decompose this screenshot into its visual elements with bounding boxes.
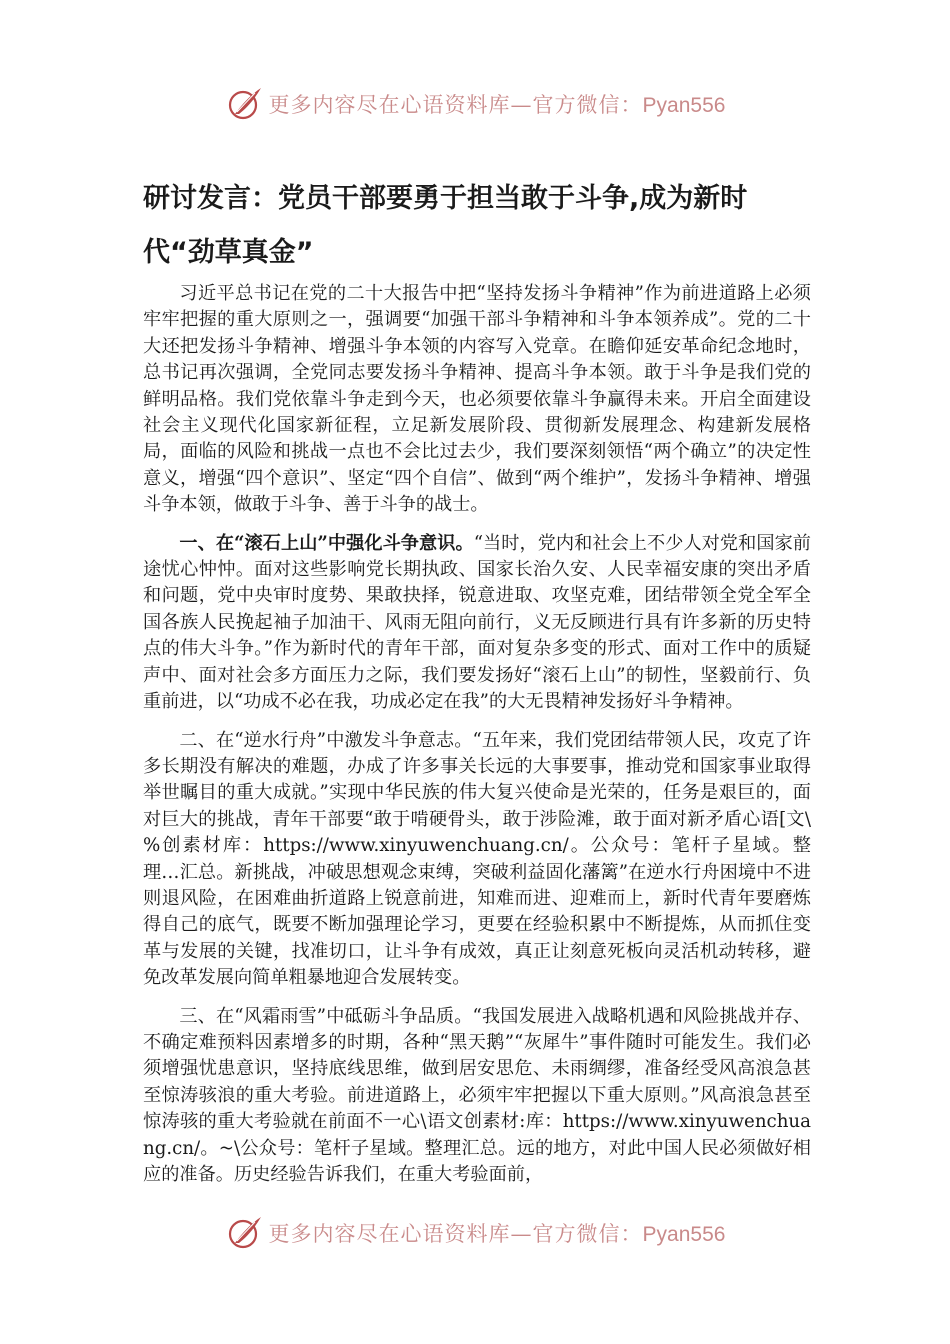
- wechat-id: Pyan556: [642, 1223, 726, 1246]
- paragraph-intro: 习近平总书记在党的二十大报告中把“坚持发扬斗争精神”作为前进道路上必须牢牢把握的重大原则之一，强调要“加强干部斗争精神和斗争本领养成”。党的二十大还把发扬斗争精神、增强斗争本领的内容写入党章。在瞻仰延安革命纪念地时，总书记再次强调，全党同志要发扬斗争精神、提高斗争本领。敢于斗争是我们党的鲜明品格。我们党依靠斗争走到今天，也必须要依靠斗争赢得未来。开启全面建设社会主义现代化国家新征程，立足新发展阶段、贯彻新发展理念、构建新发展格局，面临的风险和挑战一点也不会比过去少，我们要深刻领悟“两个确立”的决定性意义，增强“四个意识”、坚定“四个自信”、做到“两个维护”，发扬斗争精神、增强斗争本领，做敢于斗争、善于斗争的战士。: [143, 283, 811, 516]
- paragraph-section-1: 一、在“滚石上山”中强化斗争意识。“当时，党内和社会上不少人对党和国家前途忧心忡忡。面对这些影响党长期执政、国家长治久安、人民幸福安康的突出矛盾和问题，党中央审时度势、果敢抉择，锐意进取、攻坚克难，团结带领全党全军全国各族人民挽起袖子加油干、风雨无阻向前行，义无反顾进行具有许多新的历史特点的伟大斗争。”作为新时代的青年干部，面对复杂多变的形式、面对工作中的质疑声中、面对社会多方面压力之际，我们要发扬好“滚石上山”的韧性，坚毅前行、负重前进，以“功成不必在我，功成必定在我”的大无畏精神发扬好斗争精神。: [143, 532, 811, 713]
- banner-text: 更多内容尽在心语资料库—官方微信：Pyan556: [268, 1222, 726, 1246]
- article-body: [143, 281, 811, 1200]
- page-title: 研讨发言：党员干部要勇于担当敢于斗争,成为新时代“劲草真金”: [143, 183, 748, 268]
- footer-banner: [0, 1209, 950, 1257]
- banner-text: 更多内容尽在心语资料库—官方微信：Pyan556: [268, 93, 726, 117]
- feather-pen-logo-icon: [225, 1213, 265, 1253]
- section-1-heading: 一、在“滚石上山”中强化斗争意识。: [179, 532, 474, 554]
- wechat-id: Pyan556: [642, 94, 726, 117]
- paragraph-section-3: 三、在“风霜雨雪”中砥砺斗争品质。“我国发展进入战略机遇和风险挑战并存、不确定难预料因素增多的时期，各种“黑天鹅”“灰犀牛”事件随时可能发生。我们必须增强忧患意识，坚持底线思维，做到居安思危、未雨绸缪，准备经受风高浪急甚至惊涛骇浪的重大考验。前进道路上，必须牢牢把握以下重大原则。”风高浪急甚至惊涛骇的重大考验就在前面不一心\语文创素材:库：https://www.xinyuwenchuang.cn/。~\公众号：笔杆子星域。整理汇总。远的地方，对此中国人民必须做好相应的准备。历史经验告诉我们，在重大考验面前，: [143, 1005, 811, 1185]
- header-banner: [0, 80, 950, 128]
- feather-pen-logo-icon: [225, 84, 265, 124]
- paragraph-section-2: 二、在“逆水行舟”中激发斗争意志。“五年来，我们党团结带领人民，攻克了许多长期没有解决的难题，办成了许多事关长远的大事要事，推动党和国家事业取得举世瞩目的重大成就。”实现中华民族的伟大复兴使命是光荣的，任务是艰巨的，面对巨大的挑战，青年干部要“敢于啃硬骨头，敢于涉险滩，敢于面对新矛盾心语[文\%创素材库：https://www.xinyuwenchuang.cn/。公众号：笔杆子星域。整理…汇总。新挑战，冲破思想观念束缚，突破利益固化藩篱”在逆水行舟困境中不进则退风险，在困难曲折道路上锐意前进，知难而进、迎难而上，新时代青年要磨炼得自己的底气，既要不断加强理论学习，更要在经验积累中不断提炼，从而抓住变革与发展的关键，找准切口，让斗争有成效，真正让刻意死板向灵活机动转移，避免改革发展向简单粗暴地迎合发展转变。: [143, 729, 811, 989]
